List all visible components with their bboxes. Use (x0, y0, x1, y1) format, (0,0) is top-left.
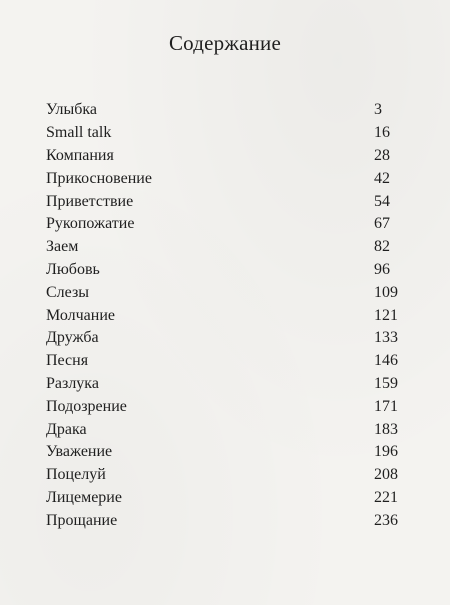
toc-entry-title: Small talk (46, 124, 112, 142)
toc-entry-page: 121 (374, 306, 398, 324)
toc-entry-page: 96 (374, 260, 390, 278)
toc-entry-title: Компания (46, 146, 114, 164)
toc-entry (46, 441, 414, 464)
toc-entry-title: Любовь (46, 260, 100, 278)
toc-entry (46, 487, 414, 510)
toc-entry-page: 109 (374, 283, 398, 301)
toc-entry (46, 304, 414, 327)
toc-entry-page: 183 (374, 420, 398, 438)
toc-entry (46, 373, 414, 396)
toc-entry-title: Уважение (46, 443, 113, 461)
toc-entry (46, 350, 414, 373)
toc-entry-title: Разлука (46, 374, 99, 392)
toc-entry (46, 281, 414, 304)
toc-entry-page: 236 (374, 511, 398, 529)
toc-entry (46, 99, 414, 122)
page-title: Содержание (168, 31, 282, 55)
toc-entry-page: 196 (374, 443, 398, 461)
toc-entry-title: Подозрение (46, 397, 127, 415)
toc-entry (46, 213, 414, 236)
toc-entry-title: Дружба (46, 329, 99, 347)
toc-entry (46, 236, 414, 259)
toc-entry-page: 171 (374, 397, 398, 415)
toc-entry (46, 464, 414, 487)
toc-entry-title: Рукопожатие (46, 215, 135, 233)
toc-entry (46, 509, 414, 532)
toc-entry-page: 133 (374, 329, 398, 347)
toc-entry-page: 3 (374, 101, 382, 119)
toc-entry-title: Поцелуй (46, 466, 106, 484)
toc-entry-page: 146 (374, 352, 398, 370)
toc-entry-title: Прощание (46, 511, 118, 529)
toc-entry (46, 259, 414, 282)
toc-entry (46, 418, 414, 441)
toc-entry-title: Заем (46, 238, 79, 256)
toc-entry (46, 167, 414, 190)
toc-entry-title: Песня (46, 352, 89, 370)
toc-entry-page: 28 (374, 146, 390, 164)
toc-entry-title: Улыбка (46, 101, 98, 119)
toc-entry-title: Прикосновение (46, 169, 152, 187)
toc-entry (46, 122, 414, 145)
toc-entry-page: 221 (374, 488, 398, 506)
toc-entry-title: Молчание (46, 306, 115, 324)
toc-entry (46, 145, 414, 168)
toc-entry-page: 82 (374, 238, 390, 256)
toc-entry (46, 190, 414, 213)
toc-entry-page: 159 (374, 374, 398, 392)
toc-entry-page: 54 (374, 192, 390, 210)
toc-entry-page: 67 (374, 215, 390, 233)
toc-entry-page: 42 (374, 169, 390, 187)
toc-entry-page: 208 (374, 466, 398, 484)
toc-entry (46, 395, 414, 418)
toc-entry-page: 16 (374, 124, 390, 142)
table-of-contents (46, 99, 414, 532)
toc-entry-title: Слезы (46, 283, 90, 301)
toc-entry (46, 327, 414, 350)
toc-entry-title: Драка (46, 420, 87, 438)
toc-entry-title: Лицемерие (46, 488, 122, 506)
toc-entry-title: Приветствие (46, 192, 134, 210)
